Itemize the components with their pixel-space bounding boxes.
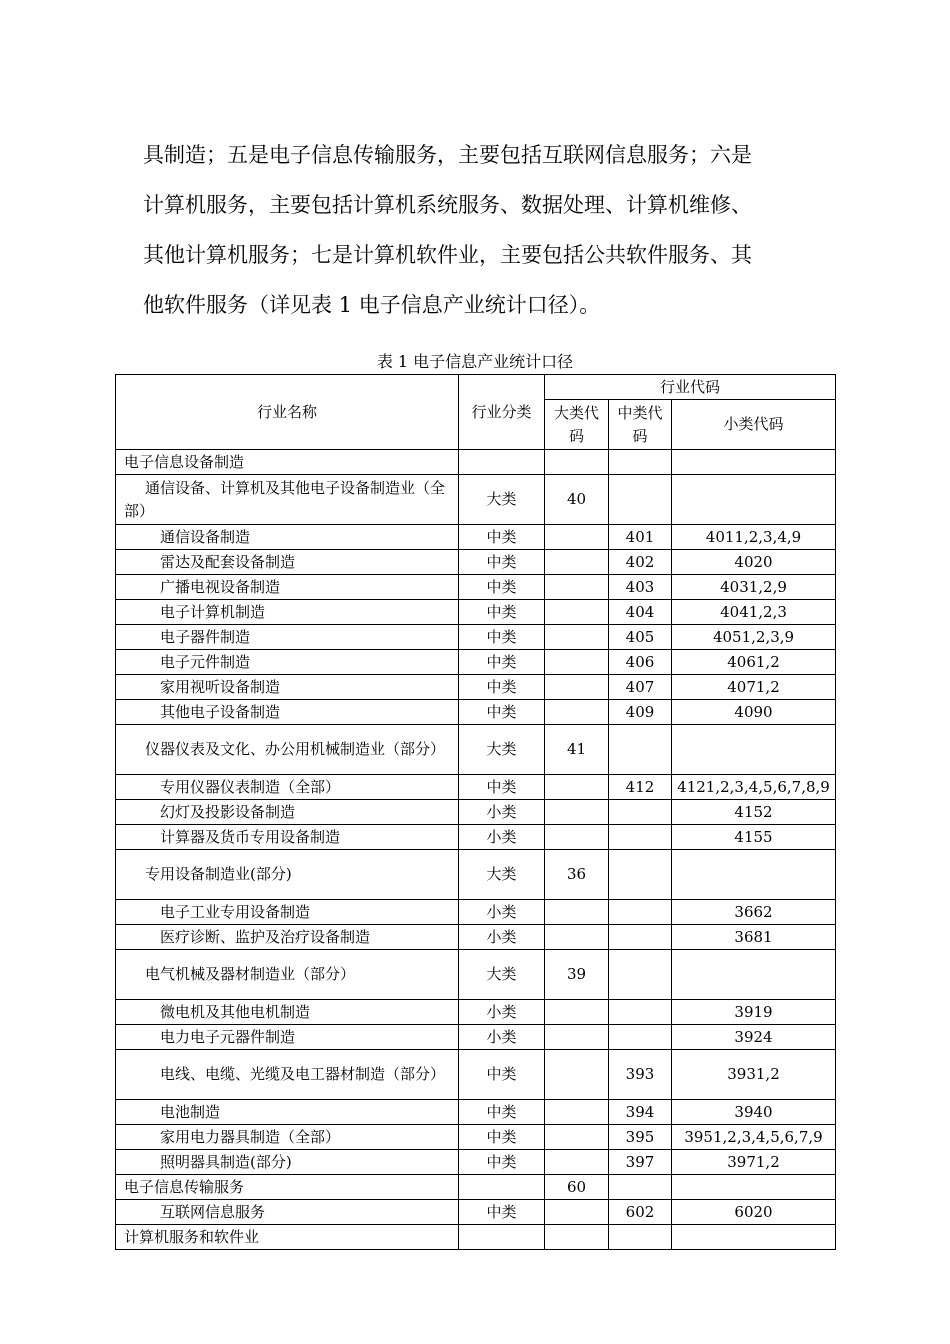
table-row [116, 925, 836, 950]
row-major-code [545, 550, 609, 575]
row-minor-code [672, 725, 836, 775]
row-name: 其他电子设备制造 [116, 700, 459, 725]
row-name: 通信设备制造 [116, 525, 459, 550]
row-category: 中类 [459, 525, 545, 550]
row-name: 专用设备制造业(部分) [116, 850, 459, 900]
row-category: 中类 [459, 625, 545, 650]
header-row [116, 375, 836, 400]
row-middle-code [609, 950, 672, 1000]
row-middle-code: 402 [609, 550, 672, 575]
row-minor-code [672, 475, 836, 525]
row-category: 中类 [459, 600, 545, 625]
row-major-code [545, 525, 609, 550]
body-paragraph [143, 130, 823, 330]
row-category: 小类 [459, 1025, 545, 1050]
row-minor-code: 3924 [672, 1025, 836, 1050]
row-minor-code [672, 850, 836, 900]
row-category: 中类 [459, 1100, 545, 1125]
row-minor-code [672, 1225, 836, 1250]
row-category: 中类 [459, 1050, 545, 1100]
row-major-code [545, 625, 609, 650]
row-category [459, 1225, 545, 1250]
row-name: 通信设备、计算机及其他电子设备制造业（全部） [116, 475, 459, 525]
row-major-code [545, 1200, 609, 1225]
table-row [116, 675, 836, 700]
row-major-code [545, 700, 609, 725]
row-major-code: 60 [545, 1175, 609, 1200]
header-code-group: 行业代码 [545, 375, 836, 400]
row-minor-code [672, 1175, 836, 1200]
row-minor-code: 4155 [672, 825, 836, 850]
table-row [116, 575, 836, 600]
table-row [116, 900, 836, 925]
row-middle-code: 602 [609, 1200, 672, 1225]
table-row [116, 450, 836, 475]
row-minor-code: 4121,2,3,4,5,6,7,8,9 [672, 775, 836, 800]
row-minor-code [672, 950, 836, 1000]
row-major-code: 36 [545, 850, 609, 900]
table-row [116, 850, 836, 900]
row-name: 电气机械及器材制造业（部分） [116, 950, 459, 1000]
row-middle-code [609, 925, 672, 950]
row-minor-code: 3919 [672, 1000, 836, 1025]
row-middle-code [609, 850, 672, 900]
row-category: 小类 [459, 900, 545, 925]
row-major-code [545, 675, 609, 700]
row-name: 电子元件制造 [116, 650, 459, 675]
row-minor-code: 4051,2,3,9 [672, 625, 836, 650]
table-row [116, 800, 836, 825]
row-major-code [545, 825, 609, 850]
row-major-code [545, 1050, 609, 1100]
table-row [116, 1000, 836, 1025]
table-row [116, 1050, 836, 1100]
row-minor-code: 3662 [672, 900, 836, 925]
paragraph-line: 计算机服务，主要包括计算机系统服务、数据处理、计算机维修、 [143, 193, 752, 217]
row-name: 电子器件制造 [116, 625, 459, 650]
table-row [116, 950, 836, 1000]
row-name: 电子信息设备制造 [116, 450, 459, 475]
row-category: 小类 [459, 1000, 545, 1025]
row-major-code: 41 [545, 725, 609, 775]
row-middle-code: 406 [609, 650, 672, 675]
table-body [116, 450, 836, 1250]
row-middle-code [609, 1225, 672, 1250]
row-major-code [545, 900, 609, 925]
table-row [116, 1200, 836, 1225]
row-middle-code [609, 725, 672, 775]
row-major-code [545, 1025, 609, 1050]
row-category [459, 1175, 545, 1200]
table-row [116, 1150, 836, 1175]
row-middle-code: 409 [609, 700, 672, 725]
row-category: 中类 [459, 1125, 545, 1150]
row-minor-code: 3971,2 [672, 1150, 836, 1175]
row-minor-code: 4020 [672, 550, 836, 575]
paragraph-line: 他软件服务（详见表 1 电子信息产业统计口径）。 [143, 293, 601, 317]
table-row [116, 525, 836, 550]
row-minor-code: 4031,2,9 [672, 575, 836, 600]
row-name: 计算器及货币专用设备制造 [116, 825, 459, 850]
row-category: 中类 [459, 700, 545, 725]
row-major-code [545, 1125, 609, 1150]
row-minor-code: 6020 [672, 1200, 836, 1225]
row-minor-code: 4071,2 [672, 675, 836, 700]
row-middle-code [609, 475, 672, 525]
row-minor-code: 3940 [672, 1100, 836, 1125]
row-major-code [545, 575, 609, 600]
row-middle-code [609, 450, 672, 475]
table-row [116, 775, 836, 800]
table-row [116, 1125, 836, 1150]
row-middle-code: 407 [609, 675, 672, 700]
row-minor-code: 3681 [672, 925, 836, 950]
header-middle-code: 中类代码 [609, 400, 672, 450]
row-category: 大类 [459, 725, 545, 775]
row-minor-code: 4061,2 [672, 650, 836, 675]
row-middle-code: 405 [609, 625, 672, 650]
row-name: 微电机及其他电机制造 [116, 1000, 459, 1025]
table-row [116, 600, 836, 625]
row-major-code: 40 [545, 475, 609, 525]
row-minor-code: 4041,2,3 [672, 600, 836, 625]
row-category: 中类 [459, 1200, 545, 1225]
row-name: 仪器仪表及文化、办公用机械制造业（部分） [116, 725, 459, 775]
row-name: 广播电视设备制造 [116, 575, 459, 600]
row-major-code [545, 1150, 609, 1175]
row-minor-code: 4152 [672, 800, 836, 825]
row-name: 电子工业专用设备制造 [116, 900, 459, 925]
paragraph-line: 其他计算机服务；七是计算机软件业，主要包括公共软件服务、其 [143, 243, 752, 267]
row-major-code [545, 1225, 609, 1250]
row-name: 电线、电缆、光缆及电工器材制造（部分） [116, 1050, 459, 1100]
row-name: 计算机服务和软件业 [116, 1225, 459, 1250]
row-category: 中类 [459, 1150, 545, 1175]
statistics-table [115, 374, 836, 1250]
row-middle-code [609, 1025, 672, 1050]
table-caption: 表 1 电子信息产业统计口径 [376, 352, 574, 371]
row-middle-code: 393 [609, 1050, 672, 1100]
row-minor-code [672, 450, 836, 475]
header-major-code: 大类代码 [545, 400, 609, 450]
row-major-code [545, 600, 609, 625]
row-minor-code: 3951,2,3,4,5,6,7,9 [672, 1125, 836, 1150]
table-row [116, 1225, 836, 1250]
table-row [116, 825, 836, 850]
header-minor-code: 小类代码 [672, 400, 836, 450]
row-major-code [545, 450, 609, 475]
row-category: 小类 [459, 925, 545, 950]
row-category: 大类 [459, 475, 545, 525]
paragraph-line: 具制造；五是电子信息传输服务，主要包括互联网信息服务；六是 [143, 143, 752, 167]
table-row [116, 625, 836, 650]
row-major-code [545, 1100, 609, 1125]
row-category: 中类 [459, 550, 545, 575]
row-category: 大类 [459, 850, 545, 900]
row-category: 大类 [459, 950, 545, 1000]
row-middle-code [609, 900, 672, 925]
row-middle-code [609, 825, 672, 850]
row-category: 中类 [459, 675, 545, 700]
row-middle-code: 397 [609, 1150, 672, 1175]
table-row [116, 550, 836, 575]
table-row [116, 475, 836, 525]
row-name: 家用电力器具制造（全部） [116, 1125, 459, 1150]
table-row [116, 650, 836, 675]
row-major-code [545, 800, 609, 825]
row-name: 医疗诊断、监护及治疗设备制造 [116, 925, 459, 950]
row-name: 互联网信息服务 [116, 1200, 459, 1225]
row-middle-code: 404 [609, 600, 672, 625]
row-major-code [545, 650, 609, 675]
row-name: 雷达及配套设备制造 [116, 550, 459, 575]
header-name: 行业名称 [116, 375, 459, 450]
row-major-code [545, 1000, 609, 1025]
table-row [116, 1100, 836, 1125]
table-row [116, 1175, 836, 1200]
row-category: 小类 [459, 800, 545, 825]
table-row [116, 700, 836, 725]
row-name: 照明器具制造(部分) [116, 1150, 459, 1175]
row-category [459, 450, 545, 475]
row-major-code [545, 775, 609, 800]
row-minor-code: 3931,2 [672, 1050, 836, 1100]
row-middle-code [609, 1000, 672, 1025]
row-major-code: 39 [545, 950, 609, 1000]
row-name: 电池制造 [116, 1100, 459, 1125]
row-name: 电力电子元器件制造 [116, 1025, 459, 1050]
table-row [116, 1025, 836, 1050]
row-category: 中类 [459, 775, 545, 800]
row-minor-code: 4090 [672, 700, 836, 725]
row-name: 电子信息传输服务 [116, 1175, 459, 1200]
row-category: 小类 [459, 825, 545, 850]
row-middle-code: 412 [609, 775, 672, 800]
row-name: 幻灯及投影设备制造 [116, 800, 459, 825]
table-row [116, 725, 836, 775]
row-middle-code [609, 800, 672, 825]
row-name: 专用仪器仪表制造（全部） [116, 775, 459, 800]
row-category: 中类 [459, 575, 545, 600]
row-category: 中类 [459, 650, 545, 675]
row-middle-code: 394 [609, 1100, 672, 1125]
row-middle-code: 401 [609, 525, 672, 550]
header-category: 行业分类 [459, 375, 545, 450]
row-middle-code: 403 [609, 575, 672, 600]
row-name: 电子计算机制造 [116, 600, 459, 625]
row-name: 家用视听设备制造 [116, 675, 459, 700]
row-middle-code [609, 1175, 672, 1200]
row-major-code [545, 925, 609, 950]
row-middle-code: 395 [609, 1125, 672, 1150]
row-minor-code: 4011,2,3,4,9 [672, 525, 836, 550]
